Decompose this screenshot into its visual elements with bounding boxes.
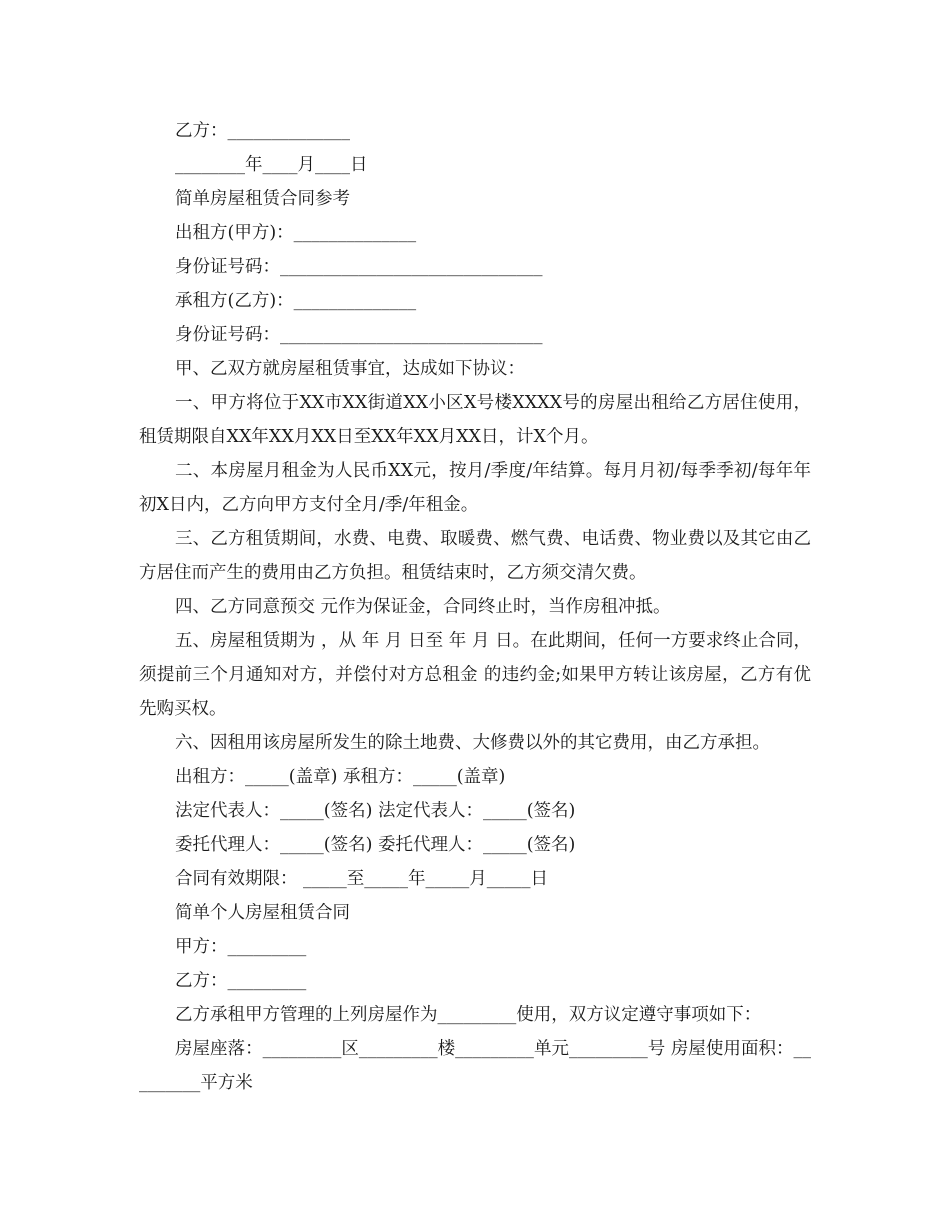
clause-1: 一、甲方将位于XX市XX街道XX小区X号楼XXXX号的房屋出租给乙方居住使用，租赁期限自XX年XX月XX日至XX年XX月XX日，计X个月。 (139, 393, 811, 447)
contract-title: 简单房屋租赁合同参考 (175, 189, 350, 209)
lessee-field: 承租方(乙方)：______________ (175, 291, 417, 311)
clause-5: 五、房屋租赁期为 ，从 年 月 日至 年 月 日。在此期间，任何一方要求终止合同，须提前三个月通知对方，并偿付对方总租金 的违约金;如果甲方转让该房屋，乙方有优先购买权。 (139, 631, 811, 719)
seal-line: 出租方：_____(盖章) 承租方：_____(盖章) (175, 767, 506, 787)
second-contract-title: 简单个人房屋租赁合同 (175, 903, 350, 923)
validity-period-line: 合同有效期限： _____至_____年_____月_____日 (175, 869, 549, 889)
second-party-b-field: 乙方：_________ (175, 971, 307, 991)
lessor-field: 出租方(甲方)：______________ (175, 223, 417, 243)
lessee-id-field: 身份证号码：______________________________ (175, 325, 543, 345)
clause-4: 四、乙方同意预交 元作为保证金，合同终止时，当作房租冲抵。 (175, 597, 671, 617)
clause-3: 三、乙方租赁期间，水费、电费、取暖费、燃气费、电话费、物业费以及其它由乙方居住而产生的费用由乙方负担。租赁结束时，乙方须交清欠费。 (139, 529, 811, 583)
second-party-a-field: 甲方：_________ (175, 937, 307, 957)
lessor-id-field: 身份证号码：______________________________ (175, 257, 543, 277)
legal-representative-line: 法定代表人：_____(签名) 法定代表人：_____(签名) (175, 801, 576, 821)
party-b-signature-line: 乙方：______________ (175, 121, 350, 141)
property-location: 房屋座落：_________区_________楼_________单元_________号 房屋使用面积：_________平方米 (139, 1039, 811, 1093)
document-body (139, 114, 811, 1100)
agent-line: 委托代理人：_____(签名) 委托代理人：_____(签名) (175, 835, 576, 855)
agreement-intro: 甲、乙双方就房屋租赁事宜，达成如下协议： (175, 359, 525, 379)
clause-6: 六、因租用该房屋所发生的除土地费、大修费以外的其它费用，由乙方承担。 (175, 733, 770, 753)
date-line: ________年____月____日 (175, 155, 368, 175)
clause-2: 二、本房屋月租金为人民币XX元，按月/季度/年结算。每月月初/每季季初/每年年初X日内，乙方向甲方支付全月/季/年租金。 (139, 461, 811, 515)
usage-intro: 乙方承租甲方管理的上列房屋作为_________使用，双方议定遵守事项如下： (175, 1005, 762, 1025)
